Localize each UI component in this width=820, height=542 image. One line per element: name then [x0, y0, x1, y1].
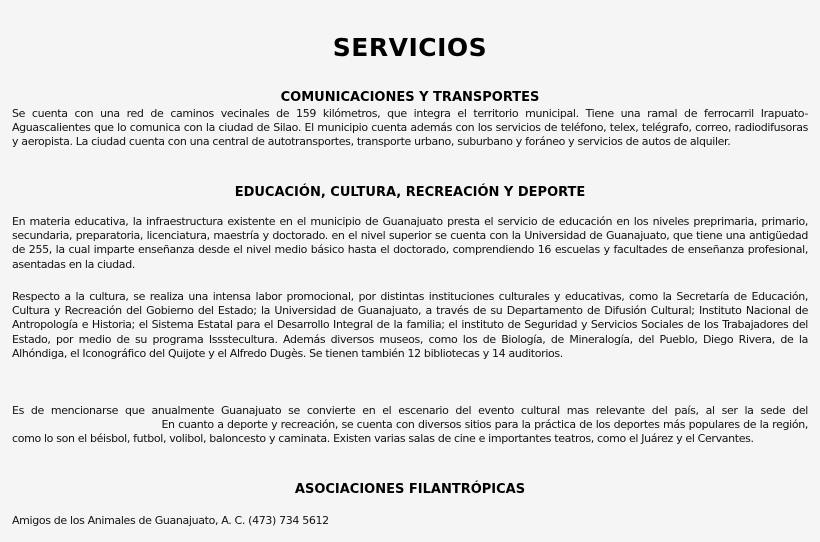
- paragraph-cultura: Respecto a la cultura, se realiza una intensa labor promocional, por distintas instituciones culturales y educativas, como la Secretaría de Educación, Cultura y Recreación del Gobierno del Estado; la Universidad de Guanajuato, a través de su Departamento de Difusión Cultural; Instituto Nacional de Antropología e Historia; el Sistema Estatal para el Desarrollo Integral de la familia; el instituto de Seguridad y Servicios Sociales de los Trabajadores del Estado, por medio de su programa Issstecultura. Además diversos museos, como los de Biología, de Mineralogía, del Pueblo, Diego Rivera, de la Alhóndiga, el Iconográfico del Quijote y el Alfredo Dugès. Se tienen también 12 bibliotecas y 14 auditorios.: [12, 290, 808, 360]
- section-heading-comunicaciones: COMUNICACIONES Y TRANSPORTES: [280, 90, 540, 105]
- paragraph-asociaciones: Amigos de los Animales de Guanajuato, A. C. (473) 734 5612: [12, 514, 329, 527]
- page-title: SERVICIOS: [332, 33, 488, 62]
- paragraph-deporte-part1: Es de mencionarse que anualmente Guanajuato se convierte en el escenario del evento cultural mas relevante del país, al ser la sede del: [12, 404, 808, 417]
- paragraph-comunicaciones: Se cuenta con una red de caminos vecinales de 159 kilómetros, que integra el territorio municipal. Tiene una ramal de ferrocarril Irapuato-Aguascalientes que lo comunica con la ciudad de Silao. El municipio cuenta además con los servicios de teléfono, telex, telégrafo, correo, radiodifusoras y aeropista. La ciudad cuenta con una central de autotransportes, transporte urbano, suburbano y foráneo y servicios de autos de alquiler.: [12, 107, 808, 149]
- section-heading-educacion: EDUCACIÓN, CULTURA, RECREACIÓN Y DEPORTE: [234, 185, 586, 200]
- paragraph-educacion: En materia educativa, la infraestructura existente en el municipio de Guanajuato presta el servicio de educación en los niveles preprimaria, primario, secundaria, preparatoria, licenciatura, maestría y doctorado. en el nivel superior se cuenta con la Universidad de Guanajuato, que tiene una antigüedad de 255, la cual imparte enseñanza desde el nivel medio básico hasta el doctorado, comprendiendo 16 escuelas y facultades de enseñanza profesional, asentadas en la ciudad.: [12, 215, 808, 271]
- paragraph-deporte-part2: En cuanto a deporte y recreación, se cuenta con diversos sitios para la práctica de los deportes más populares de la región, como lo son el béisbol, futbol, volibol, baloncesto y caminata. Existen varias salas de cine e importantes teatros, como el Juárez y el Cervantes.: [12, 418, 808, 446]
- section-heading-asociaciones: ASOCIACIONES FILANTRÓPICAS: [294, 482, 526, 497]
- paragraph-deporte: [12, 404, 808, 447]
